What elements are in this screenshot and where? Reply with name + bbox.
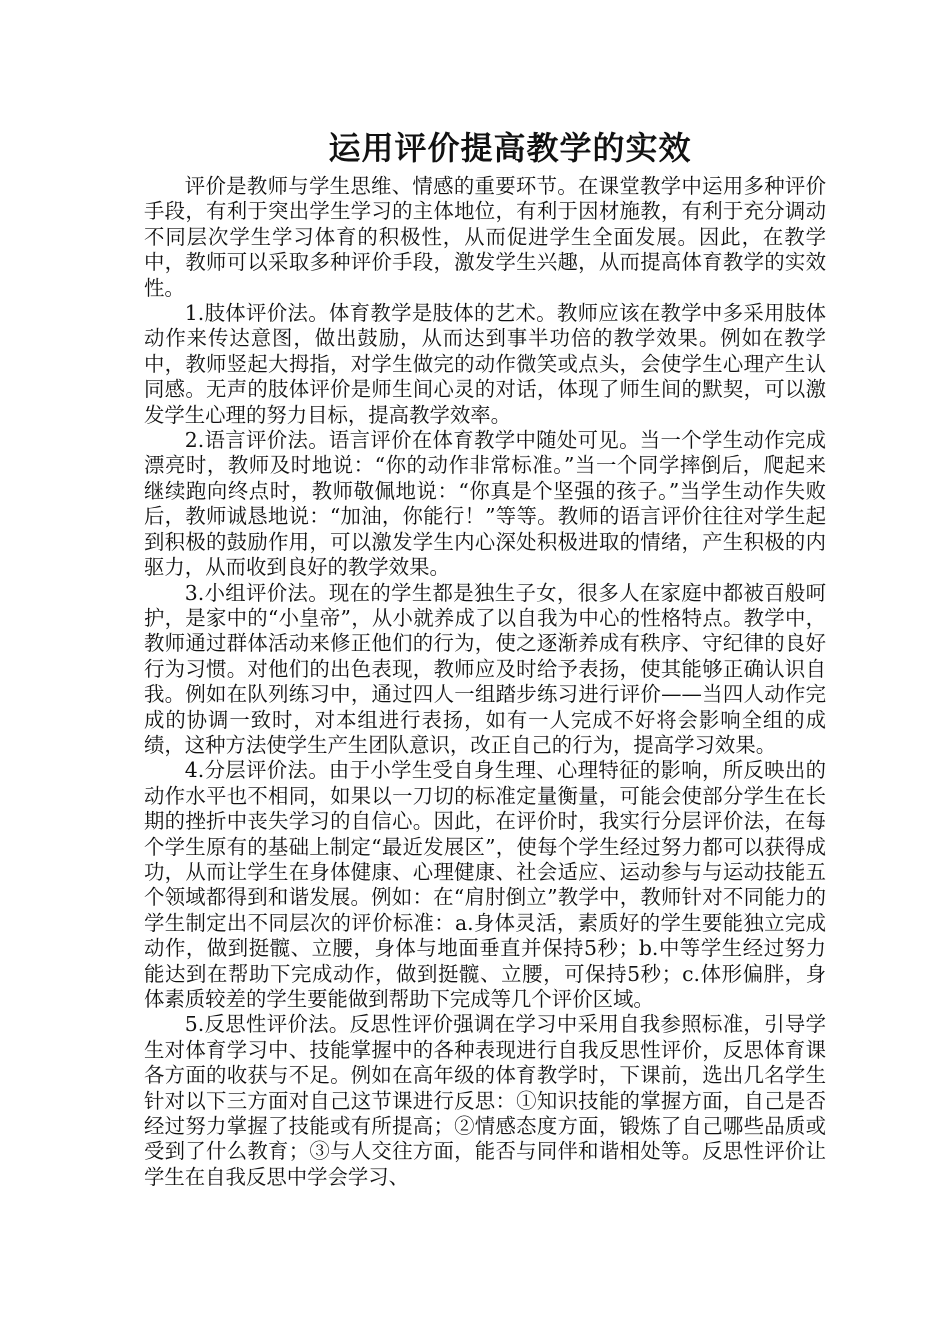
document-body [144, 174, 826, 1190]
paragraph-layered: 4.分层评价法。由于小学生受自身生理、心理特征的影响，所反映出的动作水平也不相同，如果以一刀切的标准定量衡量，可能会使部分学生在长期的挫折中丧失学习的自信心。因此，在评价时，我实行分层评价法，在每个学生原有的基础上制定“最近发展区”，使每个学生经过努力都可以获得成功，从而让学生在身体健康、心理健康、社会适应、运动参与与运动技能五个领域都得到和谐发展。例如：在“肩肘倒立”教学中，教师针对不同能力的学生制定出不同层次的评价标准：a.身体灵活，素质好的学生要能独立完成动作，做到挺髋、立腰，身体与地面垂直并保持5秒；b.中等学生经过努力能达到在帮助下完成动作，做到挺髋、立腰，可保持5秒；c.体形偏胖，身体素质较差的学生要能做到帮助下完成等几个评价区域。 [144, 758, 826, 1011]
document-title: 运用评价提高教学的实效 [328, 129, 692, 167]
paragraph-group: 3.小组评价法。现在的学生都是独生子女，很多人在家庭中都被百般呵护，是家中的“小皇帝”，从小就养成了以自我为中心的性格特点。教学中，教师通过群体活动来修正他们的行为，使之逐渐养成有秩序、守纪律的良好行为习惯。对他们的出色表现，教师应及时给予表扬，使其能够正确认识自我。例如在队列练习中，通过四人一组踏步练习进行评价——当四人动作完成的协调一致时，对本组进行表扬，如有一人完成不好将会影响全组的成绩，这种方法使学生产生团队意识，改正自己的行为，提高学习效果。 [144, 580, 826, 757]
paragraph-body-language: 1.肢体评价法。体育教学是肢体的艺术。教师应该在教学中多采用肢体动作来传达意图，做出鼓励，从而达到事半功倍的教学效果。例如在教学中，教师竖起大拇指，对学生做完的动作微笑或点头，会使学生心理产生认同感。无声的肢体评价是师生间心灵的对话，体现了师生间的默契，可以激发学生心理的努力目标，提高教学效率。 [144, 301, 826, 427]
paragraph-intro: 评价是教师与学生思维、情感的重要环节。在课堂教学中运用多种评价手段，有利于突出学生学习的主体地位，有利于因材施教，有利于充分调动不同层次学生学习体育的积极性，从而促进学生全面发展。因此，在教学中，教师可以采取多种评价手段，激发学生兴趣，从而提高体育教学的实效性。 [144, 174, 826, 300]
paragraph-verbal: 2.语言评价法。语言评价在体育教学中随处可见。当一个学生动作完成漂亮时，教师及时地说：“你的动作非常标准。”当一个同学摔倒后，爬起来继续跑向终点时，教师敬佩地说：“你真是个坚强的孩子。”当学生动作失败后，教师诚恳地说：“加油，你能行！”等等。教师的语言评价往往对学生起到积极的鼓励作用，可以激发学生内心深处积极进取的情绪，产生积极的内驱力，从而收到良好的教学效果。 [144, 428, 826, 580]
paragraph-reflective: 5.反思性评价法。反思性评价强调在学习中采用自我参照标准，引导学生对体育学习中、技能掌握中的各种表现进行自我反思性评价，反思体育课各方面的收获与不足。例如在高年级的体育教学时，下课前，选出几名学生针对以下三方面对自己这节课进行反思：①知识技能的掌握方面，自己是否经过努力掌握了技能或有所提高；②情感态度方面，锻炼了自己哪些品质或受到了什么教育；③与人交往方面，能否与同伴和谐相处等。反思性评价让学生在自我反思中学会学习、 [144, 1012, 826, 1189]
